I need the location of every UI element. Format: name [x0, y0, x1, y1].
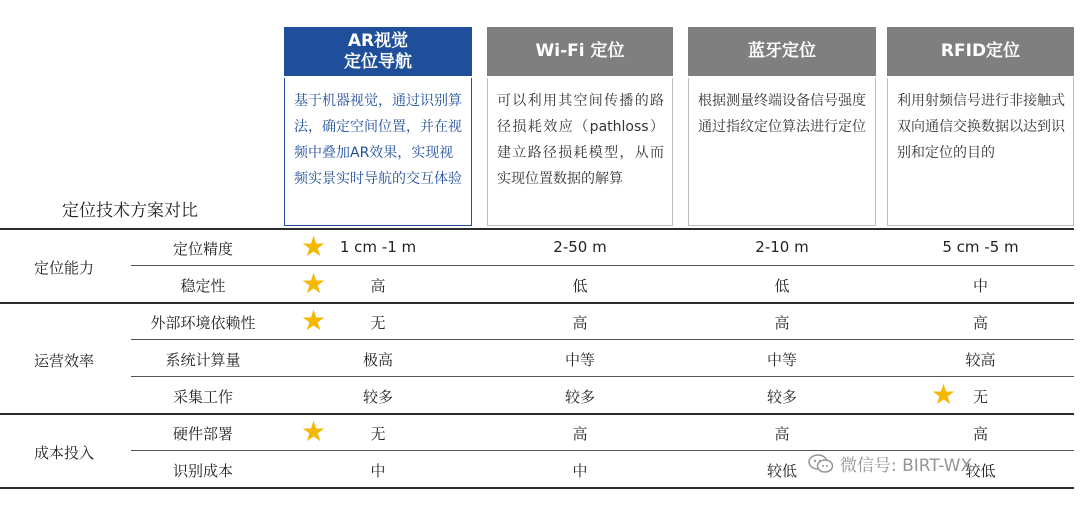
- column-header-rfid: [887, 27, 1074, 76]
- star-icon: ★: [301, 230, 327, 263]
- watermark-text: 微信号: BIRT-WX: [840, 456, 973, 476]
- category-divider: [0, 302, 1074, 304]
- table-cell: 无: [972, 388, 988, 406]
- table-bottom-rule: [0, 487, 1074, 489]
- wechat-icon: [808, 454, 834, 474]
- metric-label: 识别成本: [172, 462, 233, 480]
- table-cell: 极高: [362, 351, 393, 369]
- table-cell: 高: [370, 277, 386, 295]
- column-header-ar: [284, 27, 472, 76]
- category-divider: [0, 413, 1074, 415]
- table-cell: 高: [972, 314, 988, 332]
- table-cell: 低: [774, 277, 790, 295]
- row-divider: [131, 265, 1074, 266]
- column-header-label: RFID定位: [940, 41, 1021, 61]
- metric-label: 外部环境依赖性: [150, 314, 256, 332]
- row-divider: [131, 339, 1074, 340]
- table-cell: 无: [370, 314, 386, 332]
- star-icon: ★: [301, 304, 327, 337]
- table-cell: 中: [370, 462, 386, 480]
- column-header-label: 蓝牙定位: [748, 41, 816, 61]
- table-top-rule: [0, 228, 1074, 230]
- table-cell: 高: [972, 425, 988, 443]
- column-description-ar: 基于机器视觉，通过识别算法，确定空间位置，并在视频中叠加AR效果，实现视频实景实时导航的交互体验: [284, 78, 472, 226]
- row-divider: [131, 376, 1074, 377]
- table-cell: 较低: [965, 462, 996, 480]
- table-cell: 中等: [766, 351, 797, 369]
- column-description-bluetooth: 根据测量终端设备信号强度通过指纹定位算法进行定位: [688, 78, 876, 226]
- star-icon: ★: [301, 267, 327, 300]
- table-cell: 2-10 m: [755, 238, 809, 256]
- column-header-label: AR视觉 定位导航: [344, 30, 412, 72]
- table-cell: 较多: [564, 388, 595, 406]
- watermark: [808, 451, 972, 476]
- table-cell: 低: [572, 277, 588, 295]
- column-description-rfid: 利用射频信号进行非接触式双向通信交换数据以达到识别和定位的目的: [887, 78, 1074, 226]
- table-cell: 高: [572, 425, 588, 443]
- star-icon: ★: [931, 378, 957, 411]
- metric-label: 系统计算量: [165, 351, 241, 369]
- table-cell: 中等: [564, 351, 595, 369]
- table-cell: 高: [774, 314, 790, 332]
- table-cell: 中: [572, 462, 588, 480]
- metric-label: 稳定性: [180, 277, 226, 295]
- table-title: 定位技术方案对比: [62, 201, 198, 221]
- category-label-positioning: 定位能力: [33, 259, 94, 277]
- table-cell: 较高: [965, 351, 996, 369]
- category-label-operations: 运营效率: [33, 352, 94, 370]
- table-cell: 高: [774, 425, 790, 443]
- table-cell: 1 cm -1 m: [339, 238, 417, 256]
- column-description-wifi: 可以利用其空间传播的路径损耗效应（pathloss）建立路径损耗模型，从而实现位置数据的解算: [487, 78, 673, 226]
- table-cell: 高: [572, 314, 588, 332]
- table-cell: 较多: [362, 388, 393, 406]
- table-cell: 较低: [766, 462, 797, 480]
- column-header-label: Wi-Fi 定位: [535, 41, 625, 61]
- metric-label: 硬件部署: [172, 425, 233, 443]
- table-cell: 中: [972, 277, 988, 295]
- star-icon: ★: [301, 415, 327, 448]
- table-cell: 2-50 m: [553, 238, 607, 256]
- table-cell: 无: [370, 425, 386, 443]
- table-cell: 较多: [766, 388, 797, 406]
- column-header-wifi: [487, 27, 673, 76]
- metric-label: 定位精度: [172, 240, 233, 258]
- metric-label: 采集工作: [172, 388, 233, 406]
- table-cell: 5 cm -5 m: [942, 238, 1019, 256]
- column-header-bluetooth: [688, 27, 876, 76]
- category-label-cost: 成本投入: [33, 444, 94, 462]
